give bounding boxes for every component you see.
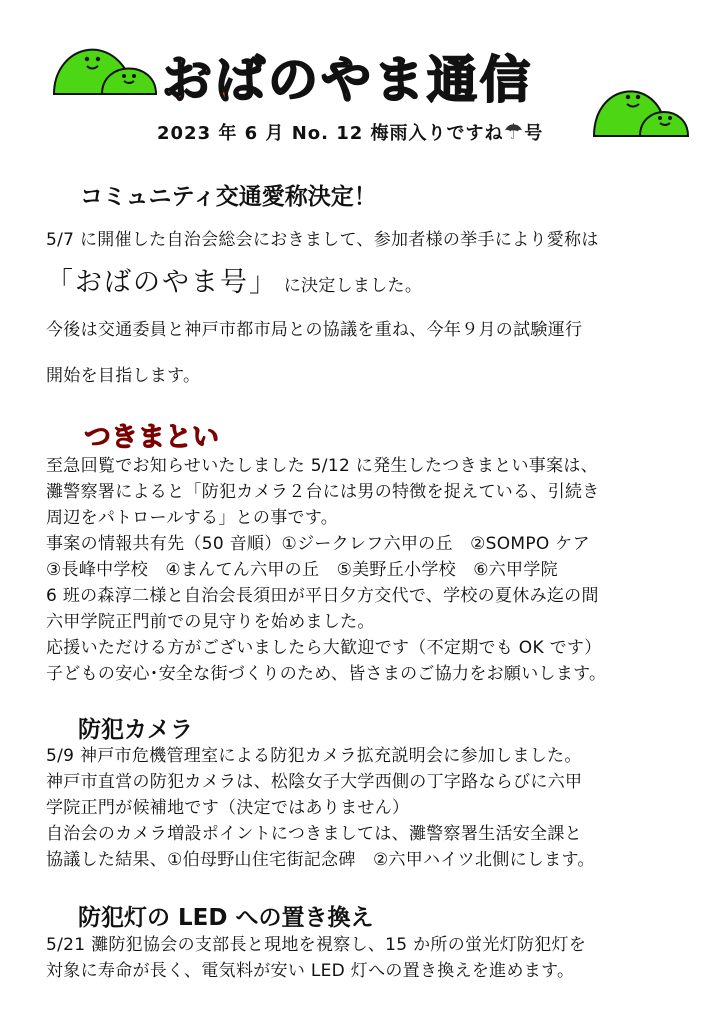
stalking-line: 事案の情報共有先（50 音順）①ジークレフ六甲の丘 ②SOMPO ケア bbox=[46, 534, 590, 554]
stalking-line: 周辺をパトロールする」との事です。 bbox=[46, 508, 339, 528]
newsletter-title: おばのやま通信 bbox=[162, 51, 533, 109]
stalking-line: 応援いただける方がございましたら大歓迎です（不定期でも OK です） bbox=[46, 638, 602, 658]
issue-suffix: 号 bbox=[524, 123, 544, 144]
stalking-line: 6 班の森淳二様と自治会長須田が平日夕方交代で、学校の夏休み迄の間 bbox=[46, 586, 599, 606]
bus-name-suffix: に決定しました。 bbox=[283, 276, 423, 296]
bus-line-1: 5/7 に開催した自治会総会におきまして、参加者様の挙手により愛称は bbox=[46, 230, 599, 250]
camera-line: 自治会のカメラ増設ポイントにつきましては、灘警察署生活安全課と bbox=[46, 824, 582, 844]
umbrella-icon: ☂ bbox=[503, 120, 525, 145]
bus-line-2: 今後は交通委員と神戸市都市局との協議を重ね、今年９月の試験運行 bbox=[46, 320, 583, 340]
issue-line bbox=[157, 119, 543, 145]
bus-line-3: 開始を目指します。 bbox=[46, 366, 201, 386]
led-line: 5/21 灘防犯協会の支部長と現地を視察し、15 か所の蛍光灯防犯灯を bbox=[46, 935, 587, 955]
camera-line: 神戸市直営の防犯カメラは、松陰女子大学西側の丁字路ならびに六甲 bbox=[46, 772, 583, 792]
hill-mascot-right bbox=[590, 80, 690, 140]
stalking-line: 至急回覧でお知らせいたしました 5/12 に発生したつきまとい事案は、 bbox=[46, 456, 598, 476]
stalking-line: ③長峰中学校 ④まんてん六甲の丘 ⑤美野丘小学校 ⑥六甲学院 bbox=[46, 560, 558, 580]
heading-security-camera: 防犯カメラ bbox=[78, 717, 193, 743]
bus-nickname: 「おばのやま号」 bbox=[46, 267, 278, 298]
stalking-line: 子どもの安心･安全な街づくりのため、皆さまのご協力をお願いします。 bbox=[46, 664, 607, 684]
heading-led-replacement: 防犯灯の LED への置き換え bbox=[78, 905, 374, 931]
hill-mascot-left bbox=[50, 38, 160, 98]
stalking-line: 灘警察署によると「防犯カメラ２台には男の特徴を捉えている、引続き bbox=[46, 482, 600, 502]
camera-line: 5/9 神戸市危機管理室による防犯カメラ拡充説明会に参加しました。 bbox=[46, 746, 582, 766]
camera-line: 協議した結果、①伯母野山住宅街記念碑 ②六甲ハイツ北側にします。 bbox=[46, 850, 595, 870]
led-line: 対象に寿命が長く、電気料が安い LED 灯への置き換えを進めます。 bbox=[46, 961, 575, 981]
bus-name-line bbox=[46, 267, 423, 299]
heading-community-bus: コミュニティ交通愛称決定！ bbox=[80, 184, 377, 210]
camera-line: 学院正門が候補地です（決定ではありません） bbox=[46, 798, 410, 818]
heading-stalking: つきまとい bbox=[84, 422, 219, 453]
stalking-line: 六甲学院正門前での見守りを始めました。 bbox=[46, 612, 375, 632]
issue-text: 2023 年 6 月 No. 12 梅雨入りですね bbox=[157, 123, 504, 144]
